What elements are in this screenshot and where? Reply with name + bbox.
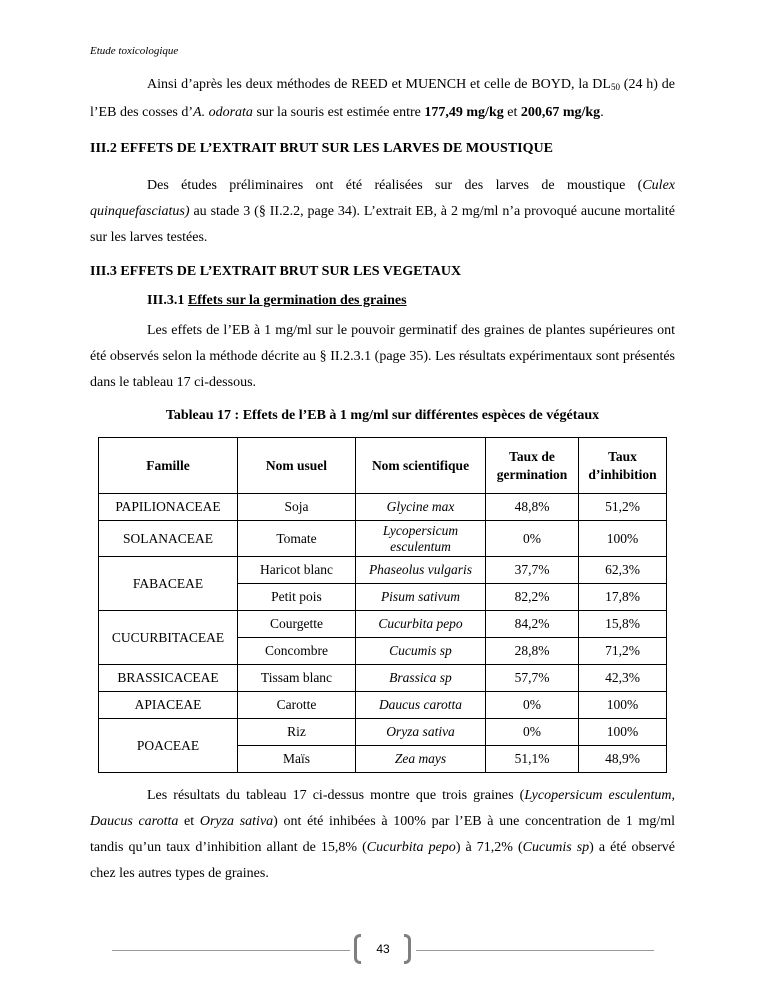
germination-table: [98, 437, 667, 773]
cell-nom-scientifique: Oryza sativa: [356, 719, 486, 746]
cell-nom-scientifique: Daucus carotta: [356, 692, 486, 719]
paragraph-results: Les résultats du tableau 17 ci-dessus montre que trois graines (Lycopersicum esculentum, Daucus carotta et Oryza sativa) ont été inhibées à 100% par l’EB à une concentration de 1 mg/ml tandis qu’un taux d’inhibition allant de 15,8% (Cucurbita pepo) à 71,2% (Cucumis sp) a été observé chez les autres types de graines.: [90, 788, 676, 881]
table-row: [99, 665, 667, 692]
cell-germination: 0%: [486, 719, 579, 746]
paragraph-ld50: Ainsi d’après les deux méthodes de REED et MUENCH et celle de BOYD, la $DL_{50}$ (24 h) de l’EB des cosses d’A. odorata sur la souris est estimée entre 177,49 mg/kg et 200,67 mg/kg.: [90, 77, 675, 120]
cell-nom-usuel: Carotte: [238, 692, 356, 719]
section-heading-iii3: III.3 EFFETS DE L’EXTRAIT BRUT SUR LES VEGETAUX: [90, 264, 462, 279]
paragraph-larves: Des études préliminaires ont été réalisées sur des larves de moustique (Culex quinquefasciatus) au stade 3 (§ II.2.2, page 34). L’extrait EB, à 2 mg/ml n’a provoqué aucune mortalité sur les larves testées.: [90, 178, 675, 245]
header-nom-usuel: Nom usuel: [238, 438, 356, 494]
cell-inhibition: 17,8%: [579, 584, 667, 611]
cell-germination: 82,2%: [486, 584, 579, 611]
cell-nom-scientifique: Cucurbita pepo: [356, 611, 486, 638]
cell-famille: PAPILIONACEAE: [99, 494, 238, 521]
cell-inhibition: 48,9%: [579, 746, 667, 773]
cell-nom-scientifique: Pisum sativum: [356, 584, 486, 611]
page-number-bracket-right: [404, 934, 411, 964]
cell-inhibition: 51,2%: [579, 494, 667, 521]
cell-inhibition: 71,2%: [579, 638, 667, 665]
cell-nom-usuel: Petit pois: [238, 584, 356, 611]
cell-famille: FABACEAE: [99, 557, 238, 611]
header-taux-inhibition: Taux d’inhibition: [579, 438, 667, 494]
running-header: Etude toxicologique: [90, 45, 179, 57]
cell-inhibition: 100%: [579, 719, 667, 746]
cell-famille: CUCURBITACEAE: [99, 611, 238, 665]
cell-famille: POACEAE: [99, 719, 238, 773]
cell-nom-usuel: Tissam blanc: [238, 665, 356, 692]
subsection-heading-iii31: III.3.1 Effets sur la germination des graines: [147, 293, 407, 308]
cell-famille: BRASSICACEAE: [99, 665, 238, 692]
table-row: [99, 692, 667, 719]
header-taux-germination: Taux de germination: [486, 438, 579, 494]
cell-germination: 0%: [486, 521, 579, 557]
table-header-row: [99, 438, 667, 494]
cell-inhibition: 62,3%: [579, 557, 667, 584]
cell-nom-scientifique: Brassica sp: [356, 665, 486, 692]
header-famille: Famille: [99, 438, 238, 494]
page-number: 43: [376, 942, 390, 956]
cell-famille: APIACEAE: [99, 692, 238, 719]
cell-inhibition: 15,8%: [579, 611, 667, 638]
table-caption: Tableau 17 : Effets de l’EB à 1 mg/ml sur différentes espèces de végétaux: [165, 408, 600, 423]
cell-nom-usuel: Riz: [238, 719, 356, 746]
footer-rule-right: [416, 950, 654, 951]
cell-germination: 28,8%: [486, 638, 579, 665]
cell-nom-usuel: Tomate: [238, 521, 356, 557]
cell-nom-scientifique: Phaseolus vulgaris: [356, 557, 486, 584]
cell-inhibition: 100%: [579, 692, 667, 719]
cell-nom-scientifique: Glycine max: [356, 494, 486, 521]
cell-nom-usuel: Haricot blanc: [238, 557, 356, 584]
cell-germination: 0%: [486, 692, 579, 719]
table-row: [99, 557, 667, 584]
cell-germination: 57,7%: [486, 665, 579, 692]
cell-inhibition: 42,3%: [579, 665, 667, 692]
cell-nom-usuel: Courgette: [238, 611, 356, 638]
cell-nom-usuel: Concombre: [238, 638, 356, 665]
table-row: [99, 611, 667, 638]
page-number-bracket-left: [354, 934, 361, 964]
footer-rule-left: [112, 950, 350, 951]
table-row: [99, 521, 667, 557]
cell-nom-usuel: Maïs: [238, 746, 356, 773]
cell-germination: 51,1%: [486, 746, 579, 773]
cell-nom-scientifique: Zea mays: [356, 746, 486, 773]
cell-inhibition: 100%: [579, 521, 667, 557]
cell-nom-scientifique: Lycopersicum esculentum: [356, 521, 486, 557]
cell-nom-scientifique: Cucumis sp: [356, 638, 486, 665]
table-row: [99, 719, 667, 746]
section-heading-iii2: III.2 EFFETS DE L’EXTRAIT BRUT SUR LES LARVES DE MOUSTIQUE: [90, 141, 553, 156]
paragraph-germination: Les effets de l’EB à 1 mg/ml sur le pouvoir germinatif des graines de plantes supérieures ont été observés selon la méthode décrite au § II.2.3.1 (page 35). Les résultats expérimentaux sont présentés dans le tableau 17 ci-dessous.: [90, 323, 675, 390]
cell-germination: 37,7%: [486, 557, 579, 584]
cell-nom-usuel: Soja: [238, 494, 356, 521]
cell-germination: 48,8%: [486, 494, 579, 521]
cell-famille: SOLANACEAE: [99, 521, 238, 557]
cell-germination: 84,2%: [486, 611, 579, 638]
table-row: [99, 494, 667, 521]
header-nom-scientifique: Nom scientifique: [356, 438, 486, 494]
